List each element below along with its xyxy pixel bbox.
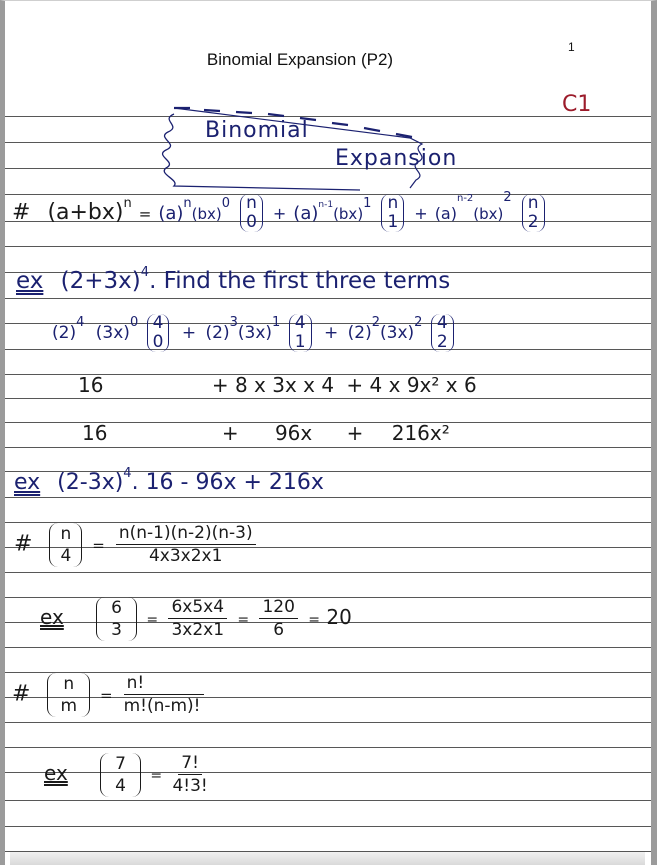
plus: + <box>221 421 239 445</box>
binomial-coefficient: n 1 <box>381 194 404 232</box>
plus: + <box>323 323 339 343</box>
fraction: $\frac{6x5x4}{3x2x1}$ <box>168 596 227 641</box>
step-value: 16 <box>82 421 108 445</box>
binomial-coefficient: n 0 <box>240 194 263 232</box>
term-b: (3x) <box>95 323 130 343</box>
binomial-coefficient: 4 1 <box>289 314 312 352</box>
term-a: (a) <box>293 203 319 224</box>
step-value: 16 <box>78 373 104 397</box>
formula-n-choose-m <box>12 672 208 717</box>
term-a-exp: n <box>183 196 192 211</box>
term-b: (3x) <box>237 323 273 343</box>
term-b: (bx) <box>473 205 504 223</box>
page-number: 1 <box>568 40 575 54</box>
example-label: ex <box>40 605 64 629</box>
example1-terms <box>52 314 457 352</box>
lhs: (a+bx) <box>47 200 124 225</box>
term-b-exp: 2 <box>414 315 423 330</box>
binomial-coefficient: 4 2 <box>431 314 454 352</box>
page-bottom-shadow <box>10 851 645 865</box>
fraction: $\frac{120}{6}$ <box>259 596 297 641</box>
step-value: 96x <box>274 421 313 445</box>
equals: = <box>100 686 113 705</box>
term-3 <box>434 190 548 232</box>
example1-prompt <box>16 265 451 294</box>
rule-line <box>5 246 651 247</box>
fraction: $\frac{n(n-1)(n-2)(n-3)}{4x3x2x1}$ <box>116 522 256 567</box>
rule-line <box>5 298 651 299</box>
result: 20 <box>326 605 352 629</box>
fraction: $\frac{7!}{4!3!}$ <box>172 753 208 796</box>
binomial-coefficient: n m <box>47 673 90 717</box>
fraction: $\frac{n!}{m!(n-m)!}$ <box>124 672 205 717</box>
rule-line <box>5 800 651 801</box>
example1-step2 <box>78 373 477 397</box>
term-a: (a) <box>434 204 457 223</box>
rule-line <box>5 826 651 827</box>
plus: + <box>346 373 364 397</box>
term-b-exp: 0 <box>129 315 139 330</box>
rule-line <box>5 447 651 448</box>
example3 <box>40 596 352 641</box>
rule-line <box>5 497 651 498</box>
binomial-coefficient: 6 3 <box>96 597 137 641</box>
binomial-coefficient: 7 4 <box>100 753 141 797</box>
rule-line <box>5 647 651 648</box>
equals: = <box>308 612 321 628</box>
term-1 <box>158 193 273 232</box>
example-label: ex <box>14 470 41 495</box>
heading-binomial: Binomial <box>205 118 309 143</box>
binomial-coefficient: n 4 <box>49 523 82 567</box>
term-a-exp: 3 <box>229 315 238 330</box>
example2 <box>14 466 324 495</box>
expression-exponent: 4 <box>123 466 132 481</box>
hash-marker: # <box>12 681 31 707</box>
term-a-exp: 2 <box>371 315 380 330</box>
page-title: Binomial Expansion (P2) <box>206 50 394 69</box>
example-label: ex <box>44 761 68 785</box>
general-formula <box>12 190 548 232</box>
equals: = <box>237 612 250 628</box>
term-a-exp: n-2 <box>456 193 474 204</box>
margin-tag: C1 <box>562 92 592 117</box>
rule-line <box>5 747 651 748</box>
equals: = <box>146 612 159 628</box>
term-b: (bx) <box>333 205 364 223</box>
step-value: 8 x 3x x 4 <box>234 373 335 397</box>
term-a: (2) <box>347 323 372 343</box>
lhs-exponent: n <box>123 196 132 211</box>
formula-n-choose-4 <box>14 522 260 567</box>
binomial-coefficient: n 2 <box>522 194 545 232</box>
expression: (2-3x) <box>57 470 124 495</box>
example1-step3 <box>82 421 450 445</box>
rule-line <box>5 398 651 399</box>
rule-line <box>5 572 651 573</box>
hash-marker: # <box>14 531 33 557</box>
plus: + <box>181 323 197 343</box>
term-b-exp: 1 <box>272 315 281 330</box>
term-2 <box>293 193 414 232</box>
term-a-exp: n-1 <box>318 200 334 210</box>
example-label: ex <box>16 268 44 294</box>
plus: + <box>346 421 364 445</box>
term-b: (3x) <box>380 323 415 343</box>
rule-line <box>5 851 651 852</box>
heading-expansion: Expansion <box>335 146 458 171</box>
example4 <box>44 752 212 797</box>
rule-line <box>5 722 651 723</box>
equals: = <box>92 536 105 555</box>
plus: + <box>211 373 229 397</box>
step-value: 216x² <box>391 421 450 445</box>
instruction: . Find the first three terms <box>149 268 451 294</box>
binomial-coefficient: 4 0 <box>147 314 170 352</box>
term-b-exp: 0 <box>221 196 231 211</box>
equals: = <box>150 768 163 784</box>
expression: (2+3x) <box>60 268 141 294</box>
term-a: (2) <box>52 323 77 343</box>
hash-marker: # <box>12 200 31 225</box>
term-b-exp: 2 <box>503 190 512 205</box>
term-a-exp: 4 <box>76 315 85 330</box>
step-value: 4 x 9x² x 6 <box>369 373 477 397</box>
plus: + <box>272 204 287 223</box>
plus: + <box>414 204 428 223</box>
equals: = <box>138 205 152 223</box>
term-a: (a) <box>158 203 184 224</box>
term-b: (bx) <box>191 205 222 223</box>
result: . 16 - 96x + 216x <box>131 470 324 495</box>
term-b-exp: 1 <box>363 196 372 211</box>
term-a: (2) <box>205 323 230 343</box>
expression-exponent: 4 <box>140 265 150 280</box>
